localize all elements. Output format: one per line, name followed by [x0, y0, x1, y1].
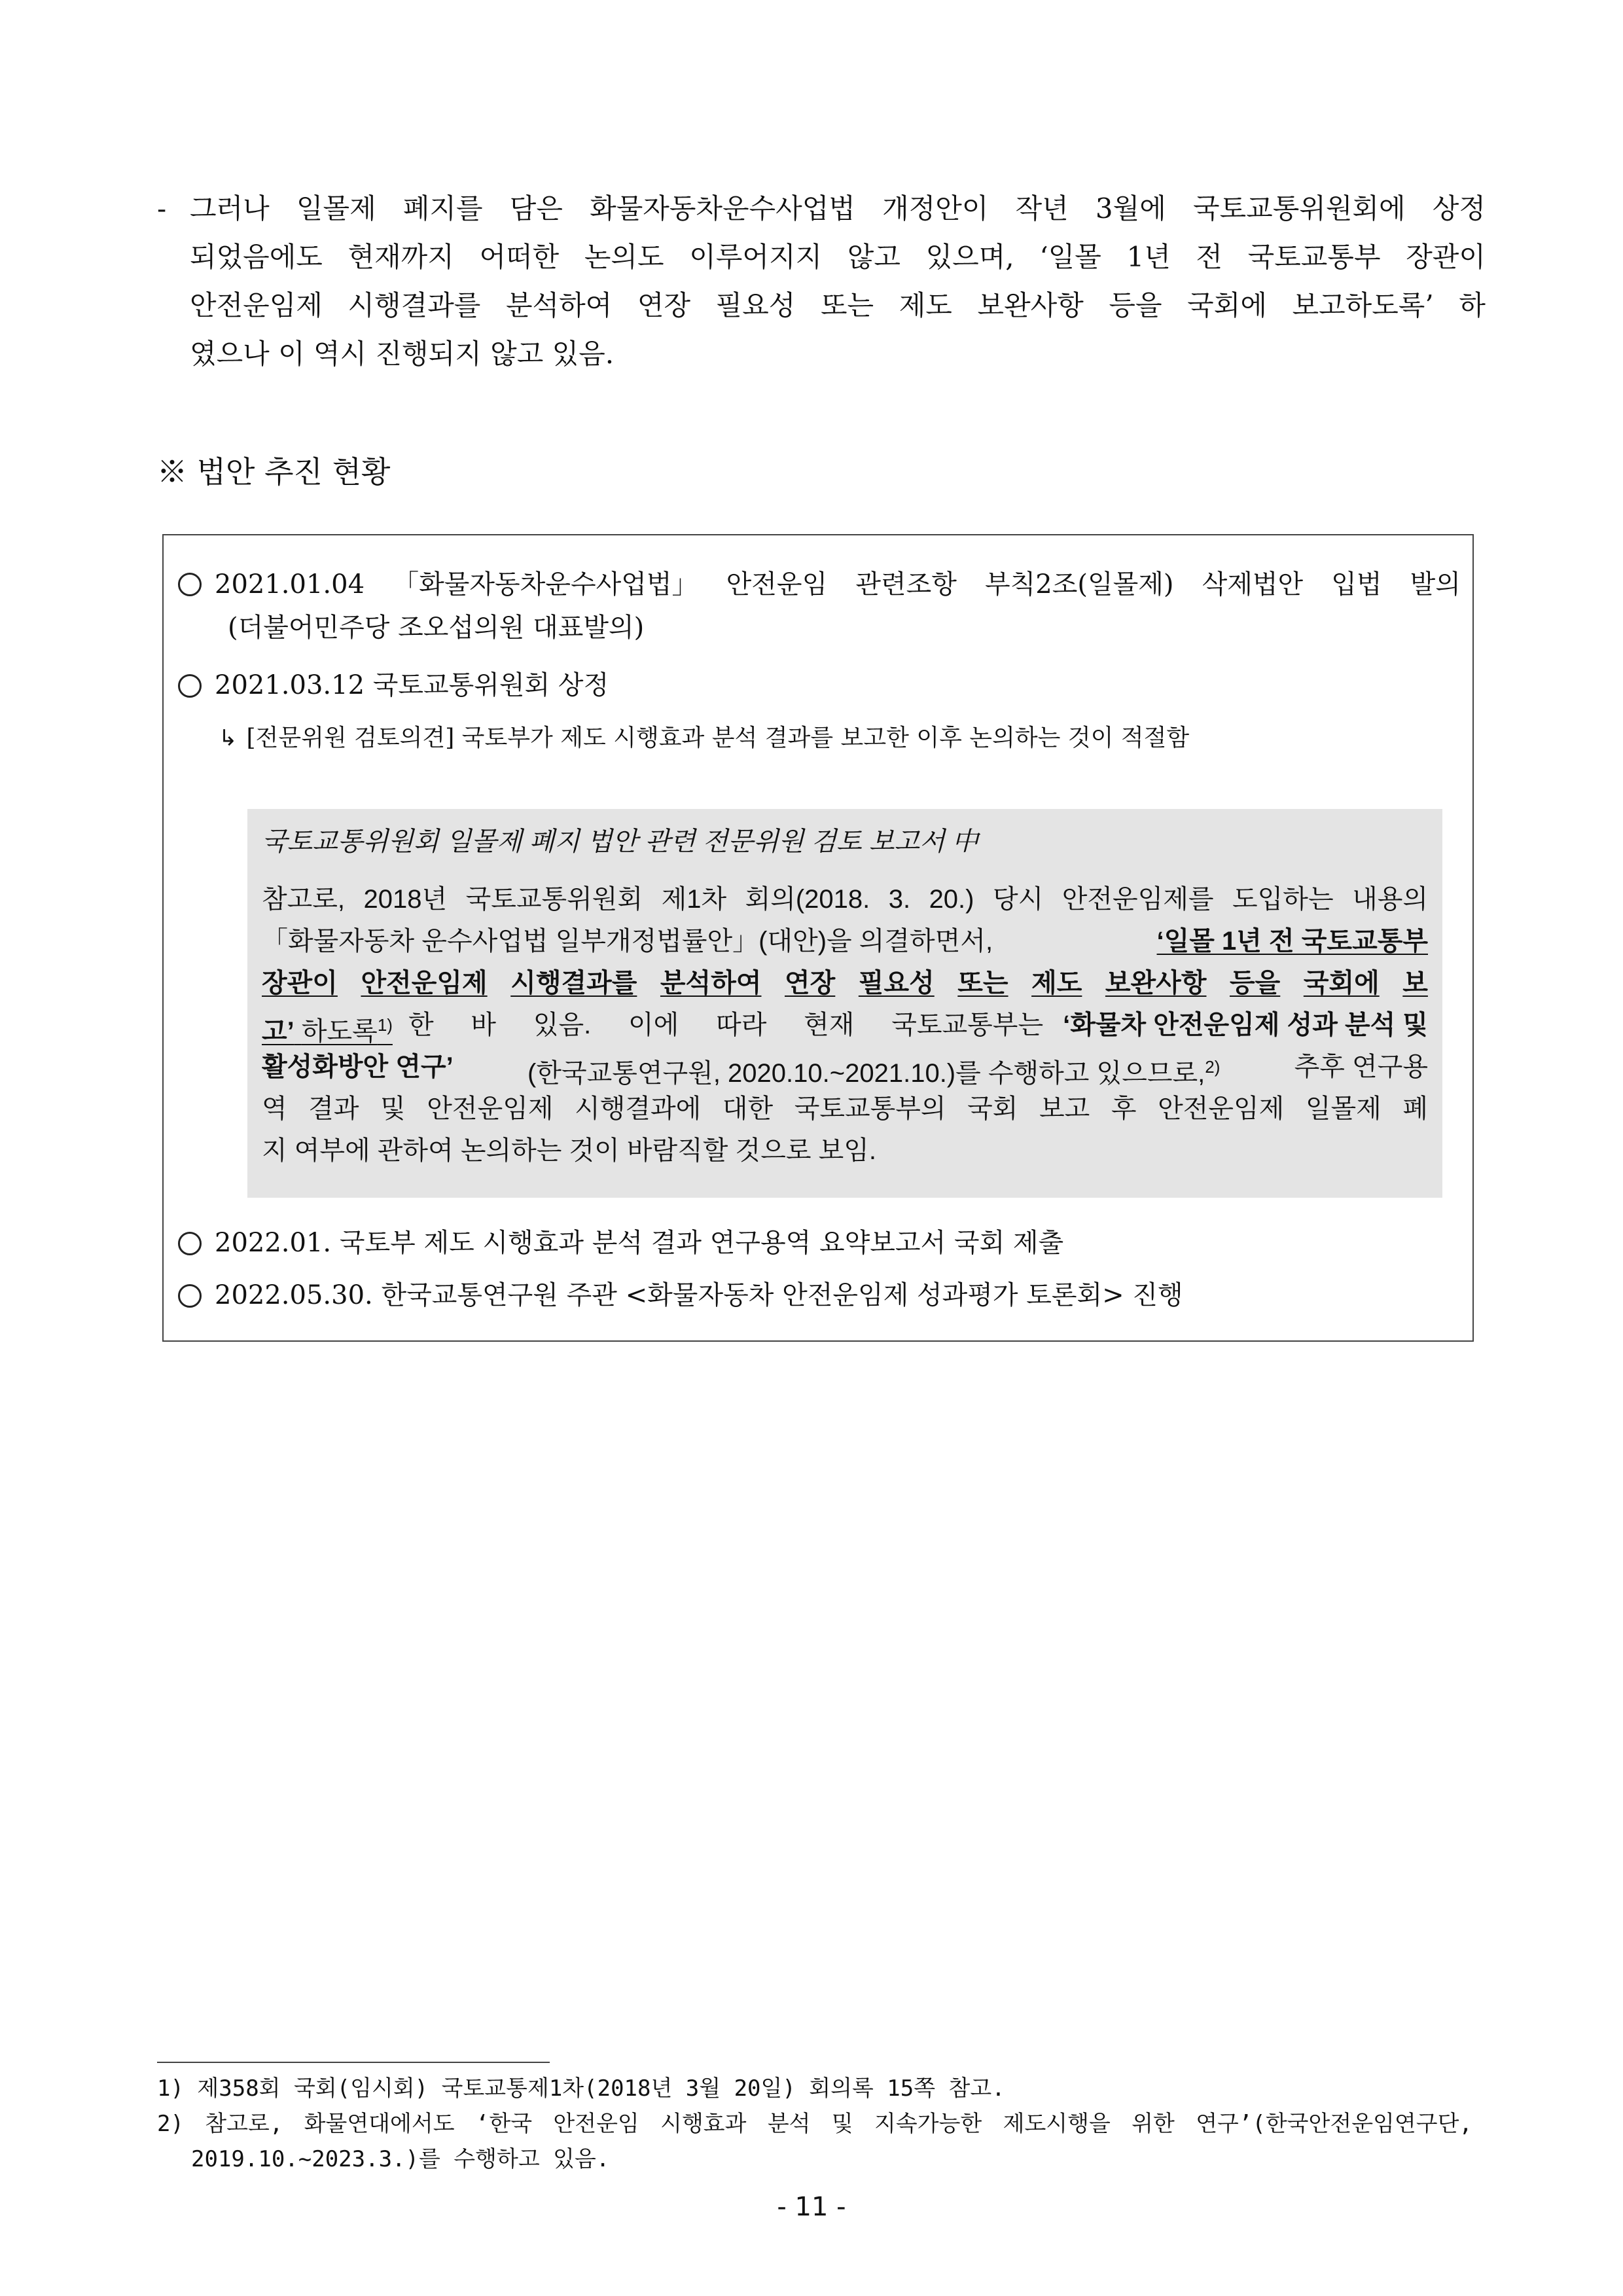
intro-line-3-word-9: 국회에: [1187, 289, 1267, 321]
intro-line-2-word-9: 전: [1196, 241, 1222, 273]
quote-line-6-word-5: 대한: [722, 1094, 774, 1123]
status-item-4: [178, 1274, 1183, 1317]
footnote-2-word-9: 제도시행을: [1003, 2111, 1111, 2137]
intro-line-1-word-0: 그러나: [190, 192, 270, 224]
quote-line-1-word-4: 회의(2018.: [745, 885, 870, 914]
quote-line-4-b: 하도록: [301, 1017, 378, 1046]
footnote-2-word-7: 및: [831, 2111, 853, 2137]
footnote-2-continued: 2019.10.~2023.3.)를 수행하고 있음.: [191, 2146, 610, 2172]
quote-line-4-c-word-4: 따라: [716, 1011, 767, 1039]
quote-line-4-c-word-6: 국토교통부는: [891, 1011, 1044, 1039]
section-heading: ※ 법안 추진 현황: [157, 454, 391, 490]
intro-line-3-word-1: 시행결과를: [348, 289, 481, 321]
intro-line-2-word-1: 현재까지: [348, 241, 454, 273]
quote-line-5-b-text: (한국교통연구원, 2020.10.~2021.10.)를 수행하고 있으므로,: [527, 1059, 1205, 1088]
quote-line-3-word-5: 필요성: [858, 969, 935, 997]
intro-line-3-word-7: 보완사항: [977, 289, 1084, 321]
footnote-2-word-2: 화물연대에서도: [304, 2111, 455, 2137]
footnote-2-word-8: 지속가능한: [874, 2111, 982, 2137]
quote-line-1-word-0: 참고로,: [262, 885, 346, 914]
quote-line-4-c-word-3: 이에: [628, 1011, 679, 1039]
quote-line-1-word-10: 내용의: [1352, 885, 1428, 914]
footnote-1: 1) 제358회 국회(임시회) 국토교통제1차(2018년 3월 20일) 회의록 15쪽 참고.: [157, 2075, 1005, 2102]
quote-line-5-b: [527, 1046, 1220, 1094]
quote-line-6-word-12: 폐: [1402, 1094, 1428, 1123]
status-item-1-text-word-4: 부칙2조(일몰제): [985, 569, 1174, 600]
status-item-4-text: 2022.05.30. 한국교통연구원 주관 <화물자동차 안전운임제 성과평가 토론회> 진행: [215, 1280, 1183, 1310]
footnote-2-word-10: 위한: [1132, 2111, 1175, 2137]
intro-line-3-word-3: 연장: [637, 289, 691, 321]
quote-line-4-a: 고’: [262, 1017, 294, 1046]
status-item-1-text-word-0: 2021.01.04: [215, 569, 365, 600]
intro-line-1-word-3: 담은: [509, 192, 563, 224]
intro-line-1-word-5: 개정안이: [882, 192, 989, 224]
circle-bullet-icon: [178, 1232, 202, 1255]
quote-line-6-word-2: 및: [380, 1094, 406, 1123]
intro-line-3: [190, 281, 1486, 330]
footnote-ref-2: 2): [1205, 1057, 1221, 1077]
status-item-1-text-word-2: 안전운임: [726, 569, 828, 600]
intro-line-4: 였으나 이 역시 진행되지 않고 있음.: [190, 338, 615, 370]
quote-line-6-word-4: 시행결과에: [575, 1094, 702, 1123]
quote-line-6-word-9: 후: [1111, 1094, 1137, 1123]
quote-line-6-word-1: 결과: [308, 1094, 359, 1123]
intro-line-2-word-4: 이루어지지: [689, 241, 823, 273]
quote-line-2-b: ‘일몰 1년 전 국토교통부: [1156, 927, 1428, 956]
footnote-2-word-1: 참고로,: [205, 2111, 283, 2137]
quote-line-4-c-word-5: 현재: [804, 1011, 855, 1039]
quote-line-4-d: ‘화물차 안전운임제 성과 분석 및: [1063, 1011, 1428, 1039]
intro-line-1-word-8: 국토교통위원회에: [1193, 192, 1406, 224]
intro-line-2-word-0: 되었음에도: [190, 241, 323, 273]
intro-line-2-word-2: 어떠한: [479, 241, 560, 273]
quote-line-3-word-2: 시행결과를: [510, 969, 637, 997]
footnote-2-word-6: 분석: [767, 2111, 811, 2137]
quote-line-3-word-4: 연장: [785, 969, 836, 997]
status-item-1-text-word-3: 관련조항: [855, 569, 957, 600]
intro-line-2-word-3: 논의도: [584, 241, 664, 273]
footnote-2-word-4: 안전운임: [553, 2111, 639, 2137]
quote-line-6-word-6: 국토교통부의: [794, 1094, 946, 1123]
review-report-quote: [247, 809, 1442, 1198]
status-item-1-text: [215, 563, 1461, 606]
quote-line-3-word-10: 국회에: [1303, 969, 1380, 997]
intro-line-3-word-4: 필요성: [715, 289, 796, 321]
quote-line-1: [262, 878, 1428, 920]
quote-line-3-word-6: 또는: [957, 969, 1008, 997]
quote-line-3-word-3: 분석하여: [660, 969, 762, 997]
return-arrow-icon: ↳: [219, 725, 238, 751]
quote-line-1-word-6: 20.): [929, 885, 974, 914]
dash-bullet: -: [157, 192, 167, 224]
quote-line-5-a: 활성화방안 연구’: [262, 1052, 454, 1081]
quote-line-3-word-11: 보: [1402, 969, 1428, 997]
footnote-2-word-5: 시행효과: [660, 2111, 747, 2137]
intro-line-2-word-10: 국토교통부: [1247, 241, 1381, 273]
footnote-ref-1: 1): [377, 1015, 393, 1035]
intro-line-1-word-6: 작년: [1015, 192, 1069, 224]
intro-line-3-word-8: 등을: [1109, 289, 1162, 321]
status-item-1: [178, 563, 1461, 606]
status-item-2: [178, 664, 609, 707]
intro-line-1-word-2: 폐지를: [402, 192, 483, 224]
quote-line-4-c-word-0: 한: [408, 1011, 434, 1039]
bill-status-box: [162, 534, 1474, 1342]
footnote-2: [157, 2106, 1472, 2142]
quote-line-4-underlined: [262, 1004, 393, 1052]
review-opinion: [219, 719, 1189, 758]
quote-line-1-word-1: 2018년: [363, 885, 448, 914]
intro-line-1-word-7: 3월에: [1095, 192, 1166, 224]
intro-line-2-word-8: 1년: [1126, 241, 1171, 273]
quote-line-6-word-3: 안전운임제: [427, 1094, 554, 1123]
intro-line-1-word-1: 일몰제: [296, 192, 376, 224]
quote-line-1-word-7: 당시: [992, 885, 1044, 914]
intro-line-1-word-4: 화물자동차운수사업법: [590, 192, 855, 224]
quote-line-3-word-7: 제도: [1031, 969, 1082, 997]
quote-line-4: [262, 1004, 1428, 1052]
intro-line-1: [190, 185, 1486, 233]
intro-line-2: [190, 233, 1486, 281]
status-item-2-text: 2021.03.12 국토교통위원회 상정: [215, 670, 609, 700]
quote-line-4-c-word-1: 바: [471, 1011, 497, 1039]
quote-line-1-word-9: 도입하는: [1232, 885, 1334, 914]
quote-title: 국토교통위원회 일몰제 폐지 법안 관련 전문위원 검토 보고서 中: [262, 827, 978, 856]
footnote-2-word-0: 2): [157, 2111, 184, 2137]
quote-line-1-word-3: 제1차: [661, 885, 727, 914]
intro-line-3-word-10: 보고하도록’: [1292, 289, 1434, 321]
quote-line-4-c: [408, 1004, 1043, 1052]
circle-bullet-icon: [178, 1284, 202, 1308]
circle-bullet-icon: [178, 573, 202, 596]
status-item-1-text-word-5: 삭제법안: [1202, 569, 1304, 600]
intro-line-2-word-11: 장관이: [1406, 241, 1486, 273]
intro-line-3-word-2: 분석하여: [505, 289, 613, 321]
status-item-1-text-word-7: 발의: [1410, 569, 1461, 600]
quote-line-1-word-2: 국토교통위원회: [465, 885, 643, 914]
quote-line-5-c: 추후 연구용: [1294, 1052, 1428, 1081]
intro-line-3-word-11: 하: [1459, 289, 1486, 321]
quote-line-3: [262, 962, 1428, 1004]
quote-line-6-word-7: 국회: [967, 1094, 1018, 1123]
quote-line-3-word-0: 장관이: [262, 969, 338, 997]
quote-line-3-word-1: 안전운임제: [361, 969, 488, 997]
footnote-2-word-11: 연구’(한국안전운임연구단,: [1196, 2111, 1472, 2137]
quote-line-6-word-8: 보고: [1039, 1094, 1090, 1123]
footnote-2-word-3: ‘한국: [475, 2111, 533, 2137]
intro-line-2-word-5: 않고: [847, 241, 901, 273]
intro-line-3-word-0: 안전운임제: [190, 289, 323, 321]
quote-line-6-word-11: 일몰제: [1305, 1094, 1382, 1123]
quote-line-3-word-8: 보완사항: [1105, 969, 1207, 997]
footnote-divider: [157, 2062, 550, 2063]
review-opinion-text: [전문위원 검토의견] 국토부가 제도 시행효과 분석 결과를 보고한 이후 논의하는 것이 적절함: [246, 725, 1190, 751]
quote-line-6: [262, 1088, 1428, 1130]
status-item-3: [178, 1221, 1063, 1265]
intro-line-3-word-6: 제도: [899, 289, 952, 321]
quote-line-6-word-0: 역: [262, 1094, 287, 1123]
quote-line-2: [262, 920, 1428, 962]
intro-line-2-word-6: 있으며,: [925, 241, 1014, 273]
intro-line-3-word-5: 또는: [820, 289, 874, 321]
quote-line-1-word-8: 안전운임제를: [1061, 885, 1214, 914]
quote-line-5: [262, 1046, 1428, 1094]
quote-line-4-c-word-2: 있음.: [533, 1011, 592, 1039]
status-item-3-text: 2022.01. 국토부 제도 시행효과 분석 결과 연구용역 요약보고서 국회 제출: [215, 1228, 1064, 1258]
circle-bullet-icon: [178, 674, 202, 698]
quote-line-2-a: 「화물자동차 운수사업법 일부개정법률안」(대안)을 의결하면서,: [262, 927, 993, 956]
intro-line-2-word-7: ‘일몰: [1039, 241, 1101, 273]
status-item-1-text-word-1: 「화물자동차운수사업법」: [393, 569, 698, 600]
quote-line-6-word-10: 안전운임제: [1158, 1094, 1285, 1123]
page-number: - 11 -: [777, 2192, 846, 2222]
status-item-1-sub: (더불어민주당 조오섭의원 대표발의): [228, 613, 645, 643]
status-item-1-text-word-6: 입법: [1331, 569, 1382, 600]
quote-line-7: 지 여부에 관하여 논의하는 것이 바람직할 것으로 보임.: [262, 1136, 876, 1165]
quote-line-1-word-5: 3.: [888, 885, 911, 914]
quote-line-3-word-9: 등을: [1230, 969, 1281, 997]
intro-line-1-word-9: 상정: [1432, 192, 1486, 224]
